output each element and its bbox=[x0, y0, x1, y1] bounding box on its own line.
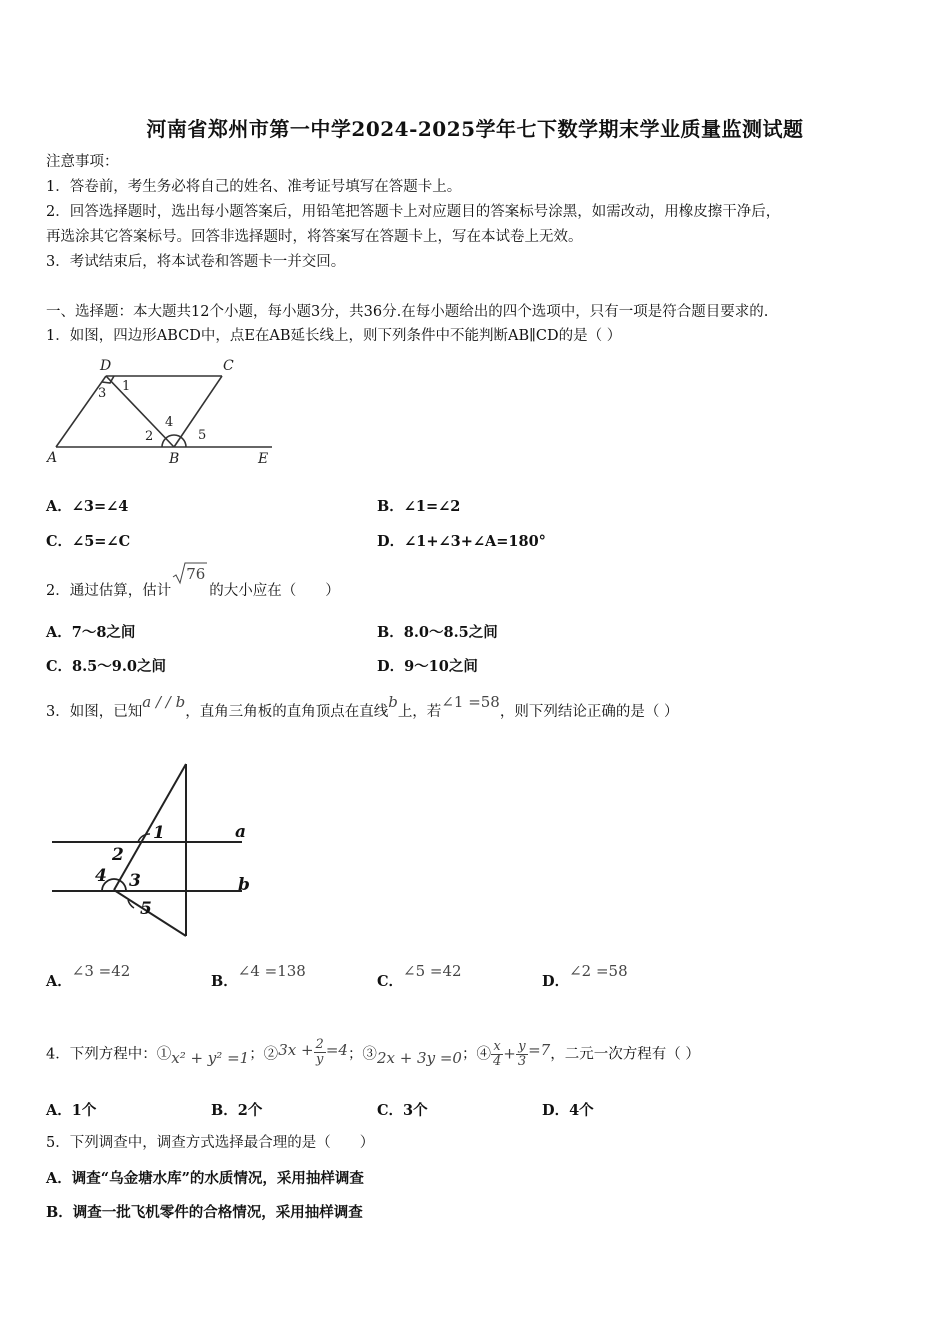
sqrt-expression bbox=[171, 565, 209, 595]
label-angle-2: 2 bbox=[112, 845, 124, 865]
q4-sep: ；③ bbox=[347, 1046, 377, 1063]
label-angle-4: 4 bbox=[95, 866, 107, 886]
q2-option-b[interactable]: B．8.0～8.5之间 bbox=[377, 624, 498, 641]
notice-item: 1．答卷前，考生务必将自己的姓名、准考证号填写在答题卡上。 bbox=[46, 179, 462, 195]
label-angle-5: 5 bbox=[140, 899, 152, 919]
q2-stem bbox=[46, 565, 340, 601]
q2-stem-prefix: 2．通过估算，估计 bbox=[46, 583, 172, 599]
label-e: E bbox=[258, 451, 269, 467]
label-angle-1: 1 bbox=[153, 823, 165, 843]
q3-option-d-math: ∠2 =58 bbox=[569, 962, 628, 980]
section-heading: 一、选择题：本大题共12个小题，每小题3分，共36分.在每小题给出的四个选项中，只有一项是符合题目要求的. bbox=[46, 304, 769, 320]
sqrt-radicand: 76 bbox=[186, 565, 206, 583]
q3-option-b-math: ∠4 =138 bbox=[237, 962, 306, 980]
q4-equation-1: x² + y² =1 bbox=[171, 1048, 250, 1067]
q4-option-a[interactable]: A．1个 bbox=[46, 1102, 97, 1119]
q3-option-b[interactable]: B．∠4 =138 bbox=[211, 962, 306, 990]
q1-option-a[interactable]: A．∠3=∠4 bbox=[46, 498, 129, 515]
q4-equation-3: 2x + 3y =0 bbox=[376, 1048, 462, 1067]
q1-option-d[interactable]: D．∠1+∠3+∠A=180° bbox=[377, 533, 546, 550]
q4-sep: ；② bbox=[249, 1046, 279, 1063]
q4-option-c[interactable]: C．3个 bbox=[377, 1102, 428, 1119]
q5-option-a[interactable]: A．调查“乌金塘水库”的水质情况，采用抽样调查 bbox=[46, 1170, 364, 1187]
q4-equation-4-fraction-x: $\frac{x}{4}$ bbox=[492, 1039, 502, 1069]
triangle-hypotenuse bbox=[114, 764, 186, 890]
label-b: B bbox=[169, 451, 180, 467]
q5-stem: 5．下列调查中，调查方式选择最合理的是（ ） bbox=[46, 1135, 375, 1151]
angle-arc-b bbox=[162, 435, 186, 447]
label-angle-2: 2 bbox=[145, 429, 154, 444]
label-angle-1: 1 bbox=[122, 379, 131, 394]
label-d: D bbox=[100, 358, 112, 374]
q1-option-c[interactable]: C．∠5=∠C bbox=[46, 533, 131, 550]
q3-stem bbox=[46, 693, 679, 722]
q4-stem-suffix: ，二元一次方程有（ ） bbox=[550, 1046, 700, 1063]
q1-stem: 1．如图，四边形ABCD中，点E在AB延长线上，则下列条件中不能判断AB∥CD的是（ ） bbox=[46, 328, 622, 344]
q4-option-d[interactable]: D．4个 bbox=[542, 1102, 594, 1119]
q3-given-angle: ∠1 =58 bbox=[441, 693, 500, 711]
q3-stem-mid: ，直角三角板的直角顶点在直线 bbox=[185, 704, 389, 720]
q1-option-b[interactable]: B．∠1=∠2 bbox=[377, 498, 461, 515]
q3-option-d[interactable]: D．∠2 =58 bbox=[542, 962, 628, 990]
q3-figure bbox=[46, 748, 276, 948]
q4-stem-prefix: 4．下列方程中：① bbox=[46, 1046, 172, 1063]
q2-option-c[interactable]: C．8.5～9.0之间 bbox=[46, 658, 166, 675]
label-line-a: a bbox=[235, 822, 247, 842]
q4-equation-4-rhs: =7 bbox=[528, 1040, 551, 1059]
q4-equation-2-left: 3x + bbox=[278, 1040, 314, 1059]
q4-option-b[interactable]: B．2个 bbox=[211, 1102, 263, 1119]
q3-option-a[interactable]: A．∠3 =42 bbox=[46, 962, 131, 990]
q3-stem-mid2: 上，若 bbox=[397, 704, 442, 720]
q4-stem bbox=[46, 1037, 700, 1069]
notice-item: 2．回答选择题时，选出每小题答案后，用铅笔把答题卡上对应题目的答案标号涂黑，如需改动，用橡皮擦干净后， bbox=[46, 204, 781, 220]
notice-item: 再选涂其它答案标号。回答非选择题时，将答案写在答题卡上，写在本试卷上无效。 bbox=[46, 229, 583, 245]
q2-stem-suffix: 的大小应在（ ） bbox=[209, 583, 340, 599]
page-title: 河南省郑州市第一中学2024-2025学年七下数学期末学业质量监测试题 bbox=[146, 117, 804, 141]
label-angle-5: 5 bbox=[198, 428, 207, 443]
q3-option-c-math: ∠5 =42 bbox=[403, 962, 462, 980]
q3-parallel-expr: a / / b bbox=[142, 693, 186, 711]
q3-line-b: b bbox=[388, 693, 398, 711]
q5-option-b[interactable]: B．调查一批飞机零件的合格情况，采用抽样调查 bbox=[46, 1204, 363, 1221]
q4-equation-4-plus: + bbox=[503, 1044, 516, 1063]
label-angle-3: 3 bbox=[98, 386, 107, 401]
q4-equation-2-fraction: $\frac{2}{y}$ bbox=[315, 1037, 324, 1067]
label-c: C bbox=[223, 358, 234, 374]
q2-option-d[interactable]: D．9～10之间 bbox=[377, 658, 478, 675]
label-angle-3: 3 bbox=[129, 871, 141, 891]
segment-db bbox=[106, 376, 174, 447]
label-line-b: b bbox=[238, 875, 250, 895]
q2-option-a[interactable]: A．7～8之间 bbox=[46, 624, 136, 641]
q4-equation-2-right: =4 bbox=[325, 1040, 348, 1059]
notice-heading: 注意事项： bbox=[46, 154, 119, 170]
q4-sep: ；④ bbox=[461, 1046, 491, 1063]
notice-item: 3．考试结束后，将本试卷和答题卡一并交回。 bbox=[46, 254, 346, 270]
q1-figure bbox=[44, 352, 276, 470]
q3-stem-prefix: 3．如图，已知 bbox=[46, 704, 143, 720]
label-angle-4: 4 bbox=[165, 415, 174, 430]
q3-stem-suffix: ，则下列结论正确的是（ ） bbox=[499, 704, 679, 720]
q4-equation-4-fraction-y: $\frac{y}{3}$ bbox=[517, 1039, 527, 1069]
q3-option-c[interactable]: C．∠5 =42 bbox=[377, 962, 462, 990]
q3-option-a-math: ∠3 =42 bbox=[71, 962, 131, 980]
label-a: A bbox=[47, 450, 58, 466]
